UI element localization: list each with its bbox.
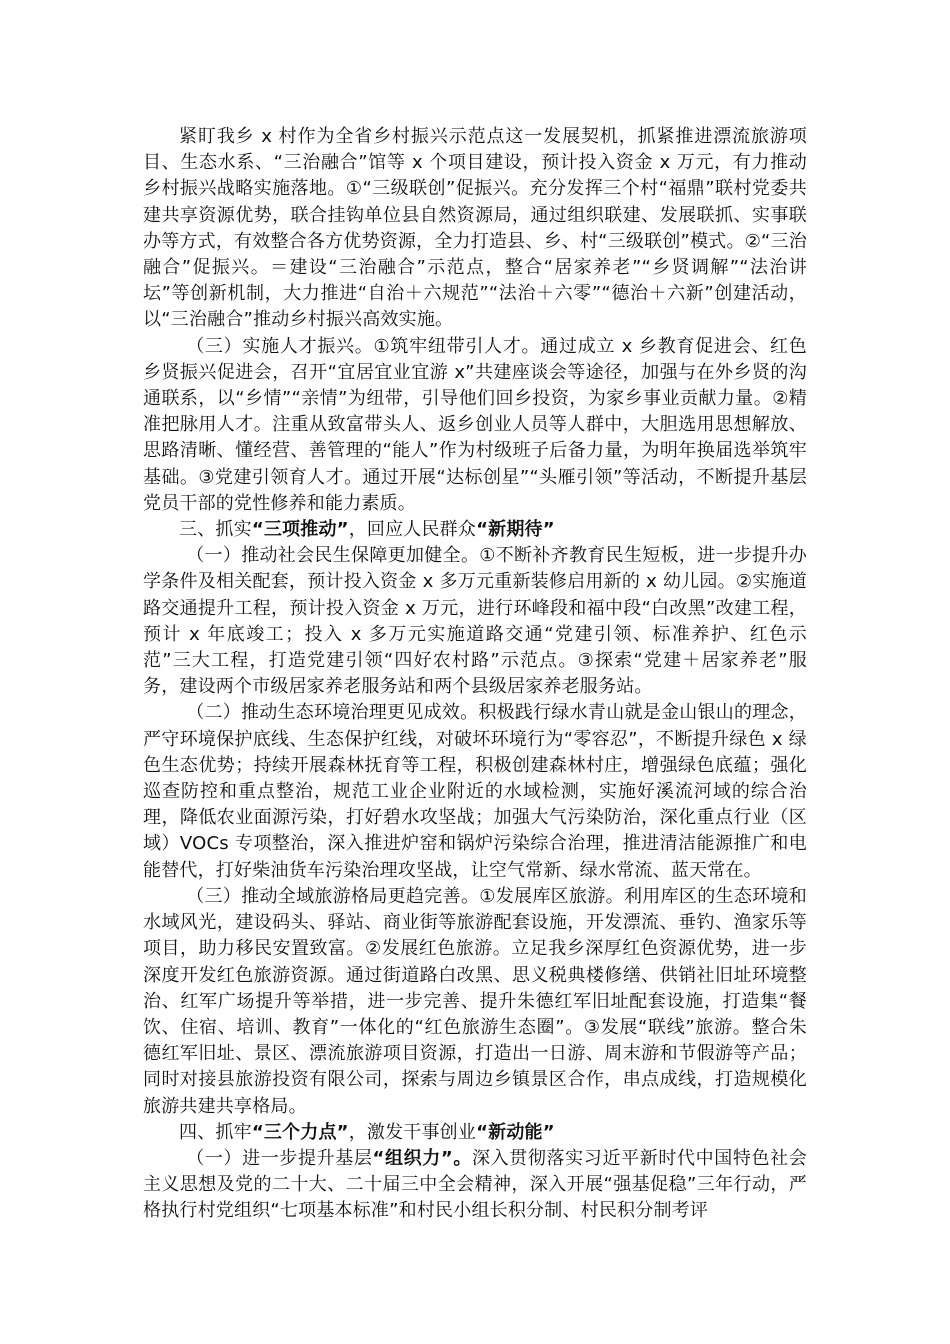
paragraph-body: 深入贯彻落实习近平新时代中国特色社会主义思想及党的二十大、二十届三中全会精神，深入开展“强基促稳”三年行动，严格执行村党组织“七项基本标准”和村民小组长积分制、村民积分制考评 <box>143 1147 807 1222</box>
paragraph-lead-bold: “组织力”。 <box>372 1147 472 1169</box>
section-heading-three-promotions <box>143 517 807 543</box>
heading-emphasis-1: “三个力点” <box>251 1121 349 1143</box>
paragraph-ecological-governance: （二）推动生态环境治理更见成效。积极践行绿水青山就是金山银山的理念，严守环境保护底线、生态保护红线，对破坏环境行为“零容忍”，不断提升绿色 x 绿色生态优势；持续开展森林抚育等工程，积极创建森林村庄，增强绿色底蕴；强化巡查防控和重点整治，规范工业企业附近的水域检测，实施好溪流河域的综合治理，降低农业面源污染，打好碧水攻坚战；加强大气污染防治，深化重点行业（区域）VOCs 专项整治，深入推进炉窑和锅炉污染综合治理，推进清洁能源推广和电能替代，打好柴油货车污染治理攻坚战，让空气常新、绿水常流、蓝天常在。 <box>143 702 807 881</box>
paragraph-village-revitalization: 紧盯我乡 x 村作为全省乡村振兴示范点这一发展契机，抓紧推进漂流旅游项目、生态水系、“三治融合”馆等 x 个项目建设，预计投入资金 x 万元，有力推动乡村振兴战略实施落地。①“三级联创”促振兴。充分发挥三个村“福鼎”联村党委共建共享资源优势，联合挂钩单位县自然资源局，通过组织联建、发展联抓、实事联办等方式，有效整合各方优势资源，全力打造县、乡、村“三级联创”模式。②“三治融合”促振兴。＝建设“三治融合”示范点，整合“居家养老”“乡贤调解”“法治讲坛”等创新机制，大力推进“自治＋六规范”“法治＋六零”“德治＋六新”创建活动，以“三治融合”推动乡村振兴高效实施。 <box>143 126 807 331</box>
heading-prefix: 四、抓牢 <box>179 1121 252 1143</box>
heading-middle: ，回应人民群众 <box>348 519 477 541</box>
paragraph-talent-revitalization: （三）实施人才振兴。①筑牢纽带引人才。通过成立 x 乡教育促进会、红色乡贤振兴促进会，召开“宜居宜业宜游 x”共建座谈会等途径，加强与在外乡贤的沟通联系，以“乡情”“亲情”为纽带，引导他们回乡投资，为家乡事业贡献力量。②精准把脉用人才。注重从致富带头人、返乡创业人员等人群中，大胆选用思想解放、思路清晰、懂经营、善管理的“能人”作为村级班子后备力量，为明年换届选举筑牢基础。③党建引领育人才。通过开展“达标创星”“头雁引领”等活动，不断提升基层党员干部的党性修养和能力素质。 <box>143 335 807 514</box>
paragraph-organizational-strength <box>143 1146 807 1225</box>
heading-middle: ，激发干事创业 <box>348 1121 477 1143</box>
paragraph-lead-plain: （一）进一步提升基层 <box>186 1147 373 1169</box>
heading-emphasis-2: “新动能” <box>476 1121 555 1143</box>
paragraph-tourism-development: （三）推动全域旅游格局更趋完善。①发展库区旅游。利用库区的生态环境和水域风光，建设码头、驿站、商业街等旅游配套设施，开发漂流、垂钓、渔家乐等项目，助力移民安置致富。②发展红色旅游。立足我乡深厚红色资源优势，进一步深度开发红色旅游资源。通过街道路白改黑、思义税典楼修缮、供销社旧址环境整治、红军广场提升等举措，进一步完善、提升朱德红军旧址配套设施，打造集“餐饮、住宿、培训、教育”一体化的“红色旅游生态圈”。③发展“联线”旅游。整合朱德红军旧址、景区、漂流旅游项目资源，打造出一日游、周末游和节假游等产品；同时对接县旅游投资有限公司，探索与周边乡镇景区合作，串点成线，打造规模化旅游共建共享格局。 <box>143 885 807 1117</box>
heading-emphasis-2: “新期待” <box>476 519 555 541</box>
section-heading-three-force-points <box>143 1120 807 1146</box>
paragraph-livelihood-security: （一）推动社会民生保障更加健全。①不断补齐教育民生短板，进一步提升办学条件及相关配套，预计投入资金 x 多万元重新装修启用新的 x 幼儿园。②实施道路交通提升工程，预计投入资金 x 万元，进行环峰段和福中段“白改黑”改建工程，预计 x 年底竣工；投入 x 多万元实施道路交通“党建引领、标准养护、红色示范”三大工程，打造党建引领“四好农村路”示范点。③探索“党建＋居家养老”服务，建设两个市级居家养老服务站和两个县级居家养老服务站。 <box>143 545 807 698</box>
document-page <box>143 124 807 1225</box>
heading-prefix: 三、抓实 <box>179 519 252 541</box>
heading-emphasis-1: “三项推动” <box>251 519 349 541</box>
